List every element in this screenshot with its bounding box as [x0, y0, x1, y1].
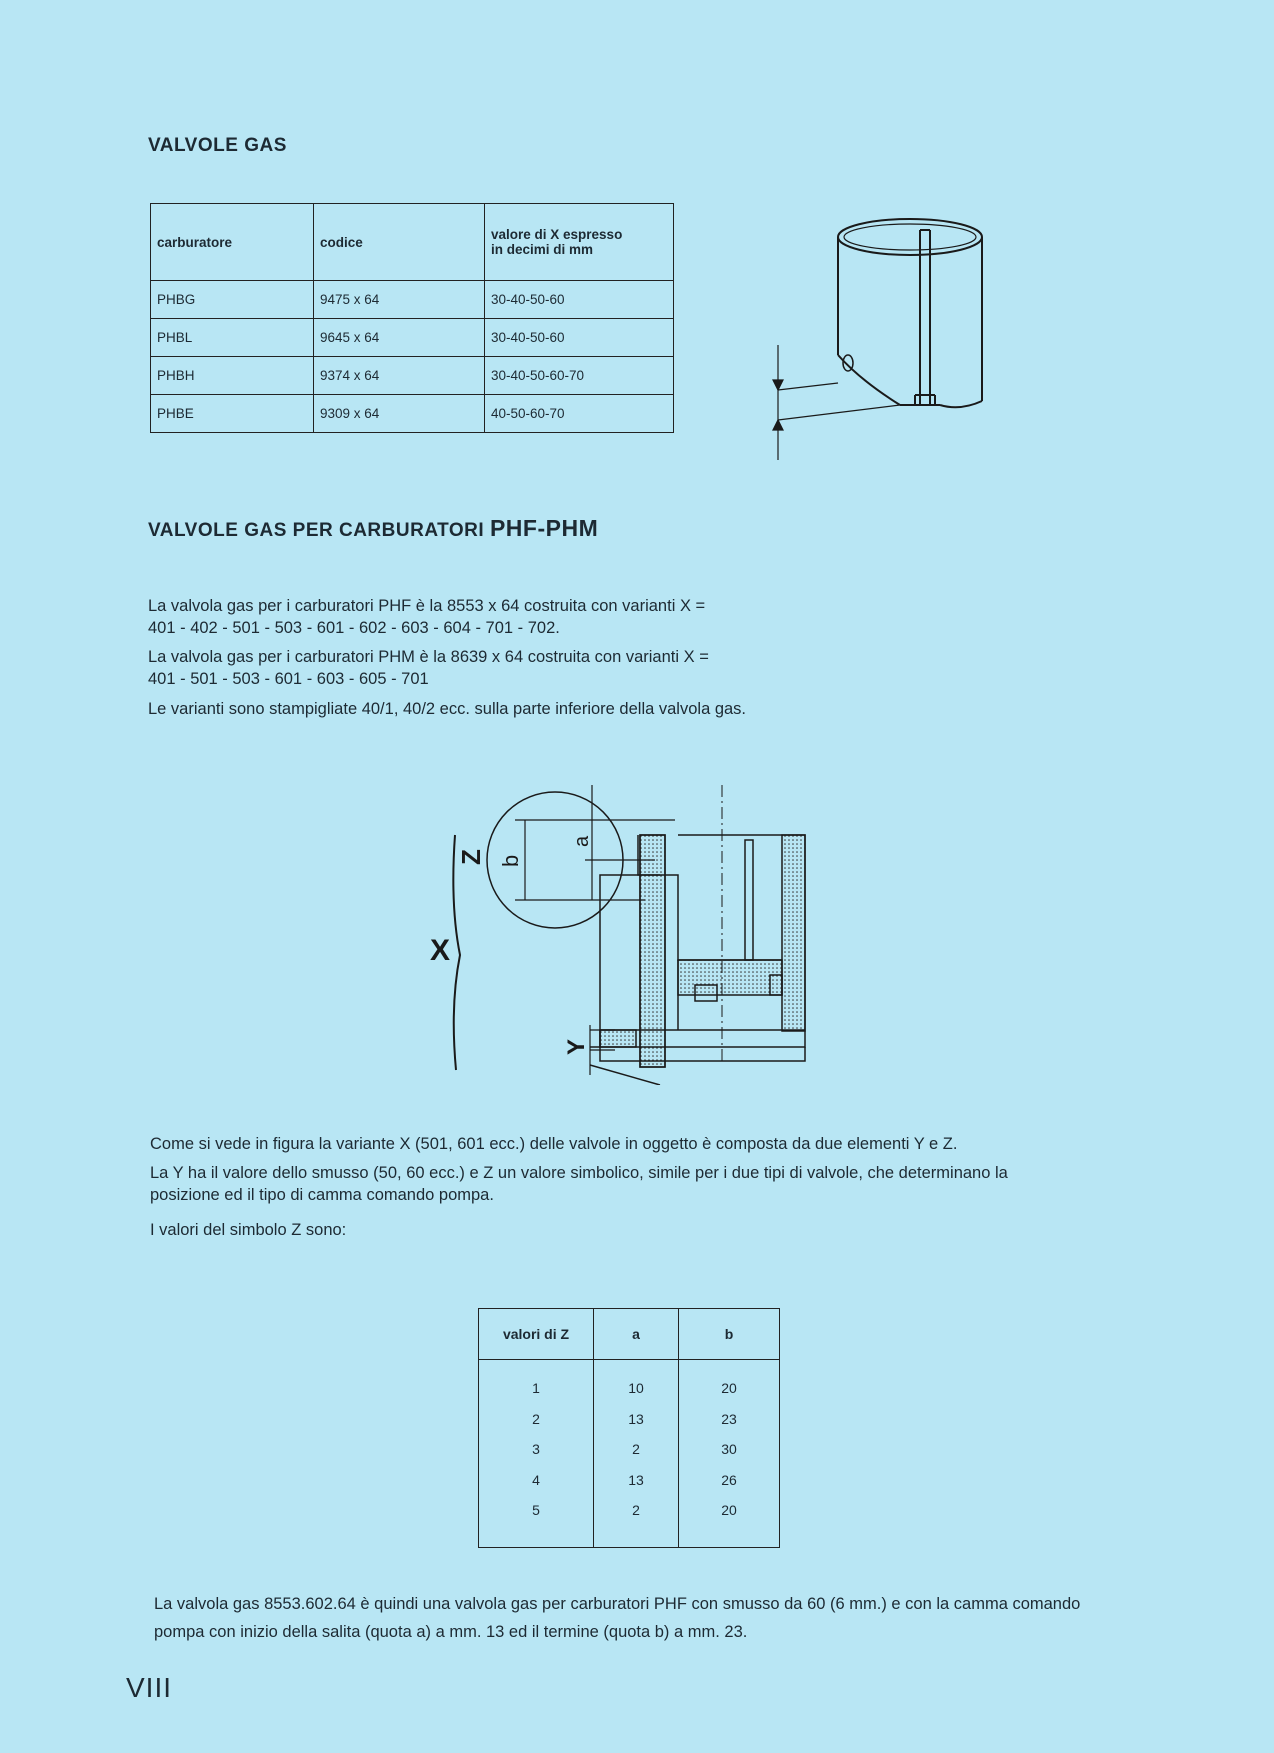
- section-title-phf-phm: [148, 515, 598, 542]
- header-valore-x-line2: in decimi di mm: [491, 242, 594, 257]
- header-b: b: [679, 1309, 780, 1360]
- cell: 2: [594, 1495, 679, 1547]
- label-a: a: [571, 835, 593, 847]
- cell: PHBH: [151, 357, 314, 395]
- section-title-big: PHF-PHM: [489, 515, 599, 541]
- cell: 1: [532, 1380, 540, 1397]
- cell: PHBG: [151, 281, 314, 319]
- cell: 9309 x 64: [314, 395, 485, 433]
- header-codice: codice: [314, 204, 485, 281]
- paragraph-conclusion: [154, 1590, 1134, 1646]
- cell: PHBL: [151, 319, 314, 357]
- table-row: [479, 1404, 780, 1435]
- paragraph-y-z: [150, 1162, 1130, 1206]
- label-y: Y: [563, 1038, 590, 1055]
- cell: 40-50-60-70: [485, 395, 674, 433]
- cell: 4: [532, 1471, 540, 1488]
- label-z: Z: [456, 849, 486, 865]
- carburetor-table: [150, 203, 674, 433]
- table-row: [479, 1465, 780, 1496]
- cell: 20: [679, 1360, 780, 1404]
- paragraph-phm-line1: La valvola gas per i carburatori PHM è la 8639 x 64 costruita con varianti X =: [148, 648, 709, 666]
- cell: 30-40-50-60-70: [485, 357, 674, 395]
- valve-cross-section-diagram: [420, 775, 820, 1085]
- table-row: [479, 1434, 780, 1465]
- paragraph-phf-line1: La valvola gas per i carburatori PHF è la 8553 x 64 costruita con varianti X =: [148, 597, 706, 615]
- header-valore-x-line1: valore di X espresso: [491, 227, 623, 242]
- cell: 5: [532, 1502, 540, 1519]
- paragraph-y-z-line2: posizione ed il tipo di camma comando pompa.: [150, 1186, 494, 1204]
- cell: 9374 x 64: [314, 357, 485, 395]
- cell: 2: [532, 1410, 540, 1427]
- paragraph-conclusion-line2: pompa con inizio della salita (quota a) a mm. 13 ed il termine (quota b) a mm. 23.: [154, 1623, 748, 1641]
- paragraph-phf-line2: 401 - 402 - 501 - 503 - 601 - 602 - 603 - 604 - 701 - 702.: [148, 619, 560, 637]
- header-valore-x: [485, 204, 674, 281]
- label-b: b: [498, 854, 523, 867]
- z-values-table: [478, 1308, 780, 1548]
- paragraph-phf: [148, 595, 788, 639]
- paragraph-valori-z: I valori del simbolo Z sono:: [150, 1221, 347, 1239]
- cell: 26: [679, 1465, 780, 1496]
- paragraph-conclusion-line1: La valvola gas 8553.602.64 è quindi una valvola gas per carburatori PHF con smusso da 60 (6 mm.) e con la camma comando: [154, 1595, 1081, 1613]
- cell: 13: [594, 1404, 679, 1435]
- label-x: X: [430, 934, 451, 967]
- cell: 2: [594, 1434, 679, 1465]
- paragraph-y-z-line1: La Y ha il valore dello smusso (50, 60 ecc.) e Z un valore simbolico, simile per i due tipi di valvole, che determinano la: [150, 1164, 1008, 1182]
- paragraph-phm-line2: 401 - 501 - 503 - 601 - 603 - 605 - 701: [148, 670, 429, 688]
- paragraph-phm: [148, 646, 788, 690]
- table-row: [151, 395, 674, 433]
- section-title-valvole-gas: VALVOLE GAS: [148, 135, 287, 156]
- table-row: [151, 357, 674, 395]
- paragraph-varianti: Le varianti sono stampigliate 40/1, 40/2 ecc. sulla parte inferiore della valvola gas.: [148, 700, 747, 718]
- header-valori-z: valori di Z: [479, 1309, 594, 1360]
- table-row: [479, 1495, 780, 1547]
- cell: 10: [594, 1360, 679, 1404]
- table-header-row: [479, 1309, 780, 1360]
- cell: PHBE: [151, 395, 314, 433]
- cell: 30-40-50-60: [485, 319, 674, 357]
- section-title-text: VALVOLE GAS PER CARBURATORI: [148, 520, 490, 541]
- cell: 30: [679, 1434, 780, 1465]
- cell: 3: [532, 1441, 540, 1458]
- cell: 9475 x 64: [314, 281, 485, 319]
- paragraph-variante: Come si vede in figura la variante X (501, 601 ecc.) delle valvole in oggetto è composta da due elementi Y e Z.: [150, 1135, 958, 1153]
- page-number: VIII: [126, 1672, 173, 1703]
- header-a: a: [594, 1309, 679, 1360]
- table-header-row: [151, 204, 674, 281]
- cell: 23: [679, 1404, 780, 1435]
- table-row: [151, 319, 674, 357]
- cell: 20: [679, 1495, 780, 1547]
- cell: 30-40-50-60: [485, 281, 674, 319]
- valve-cylinder-illustration: [760, 205, 1000, 465]
- table-row: [151, 281, 674, 319]
- cell: 13: [594, 1465, 679, 1496]
- header-carburatore: carburatore: [151, 204, 314, 281]
- table-row: [479, 1360, 780, 1404]
- cell: 9645 x 64: [314, 319, 485, 357]
